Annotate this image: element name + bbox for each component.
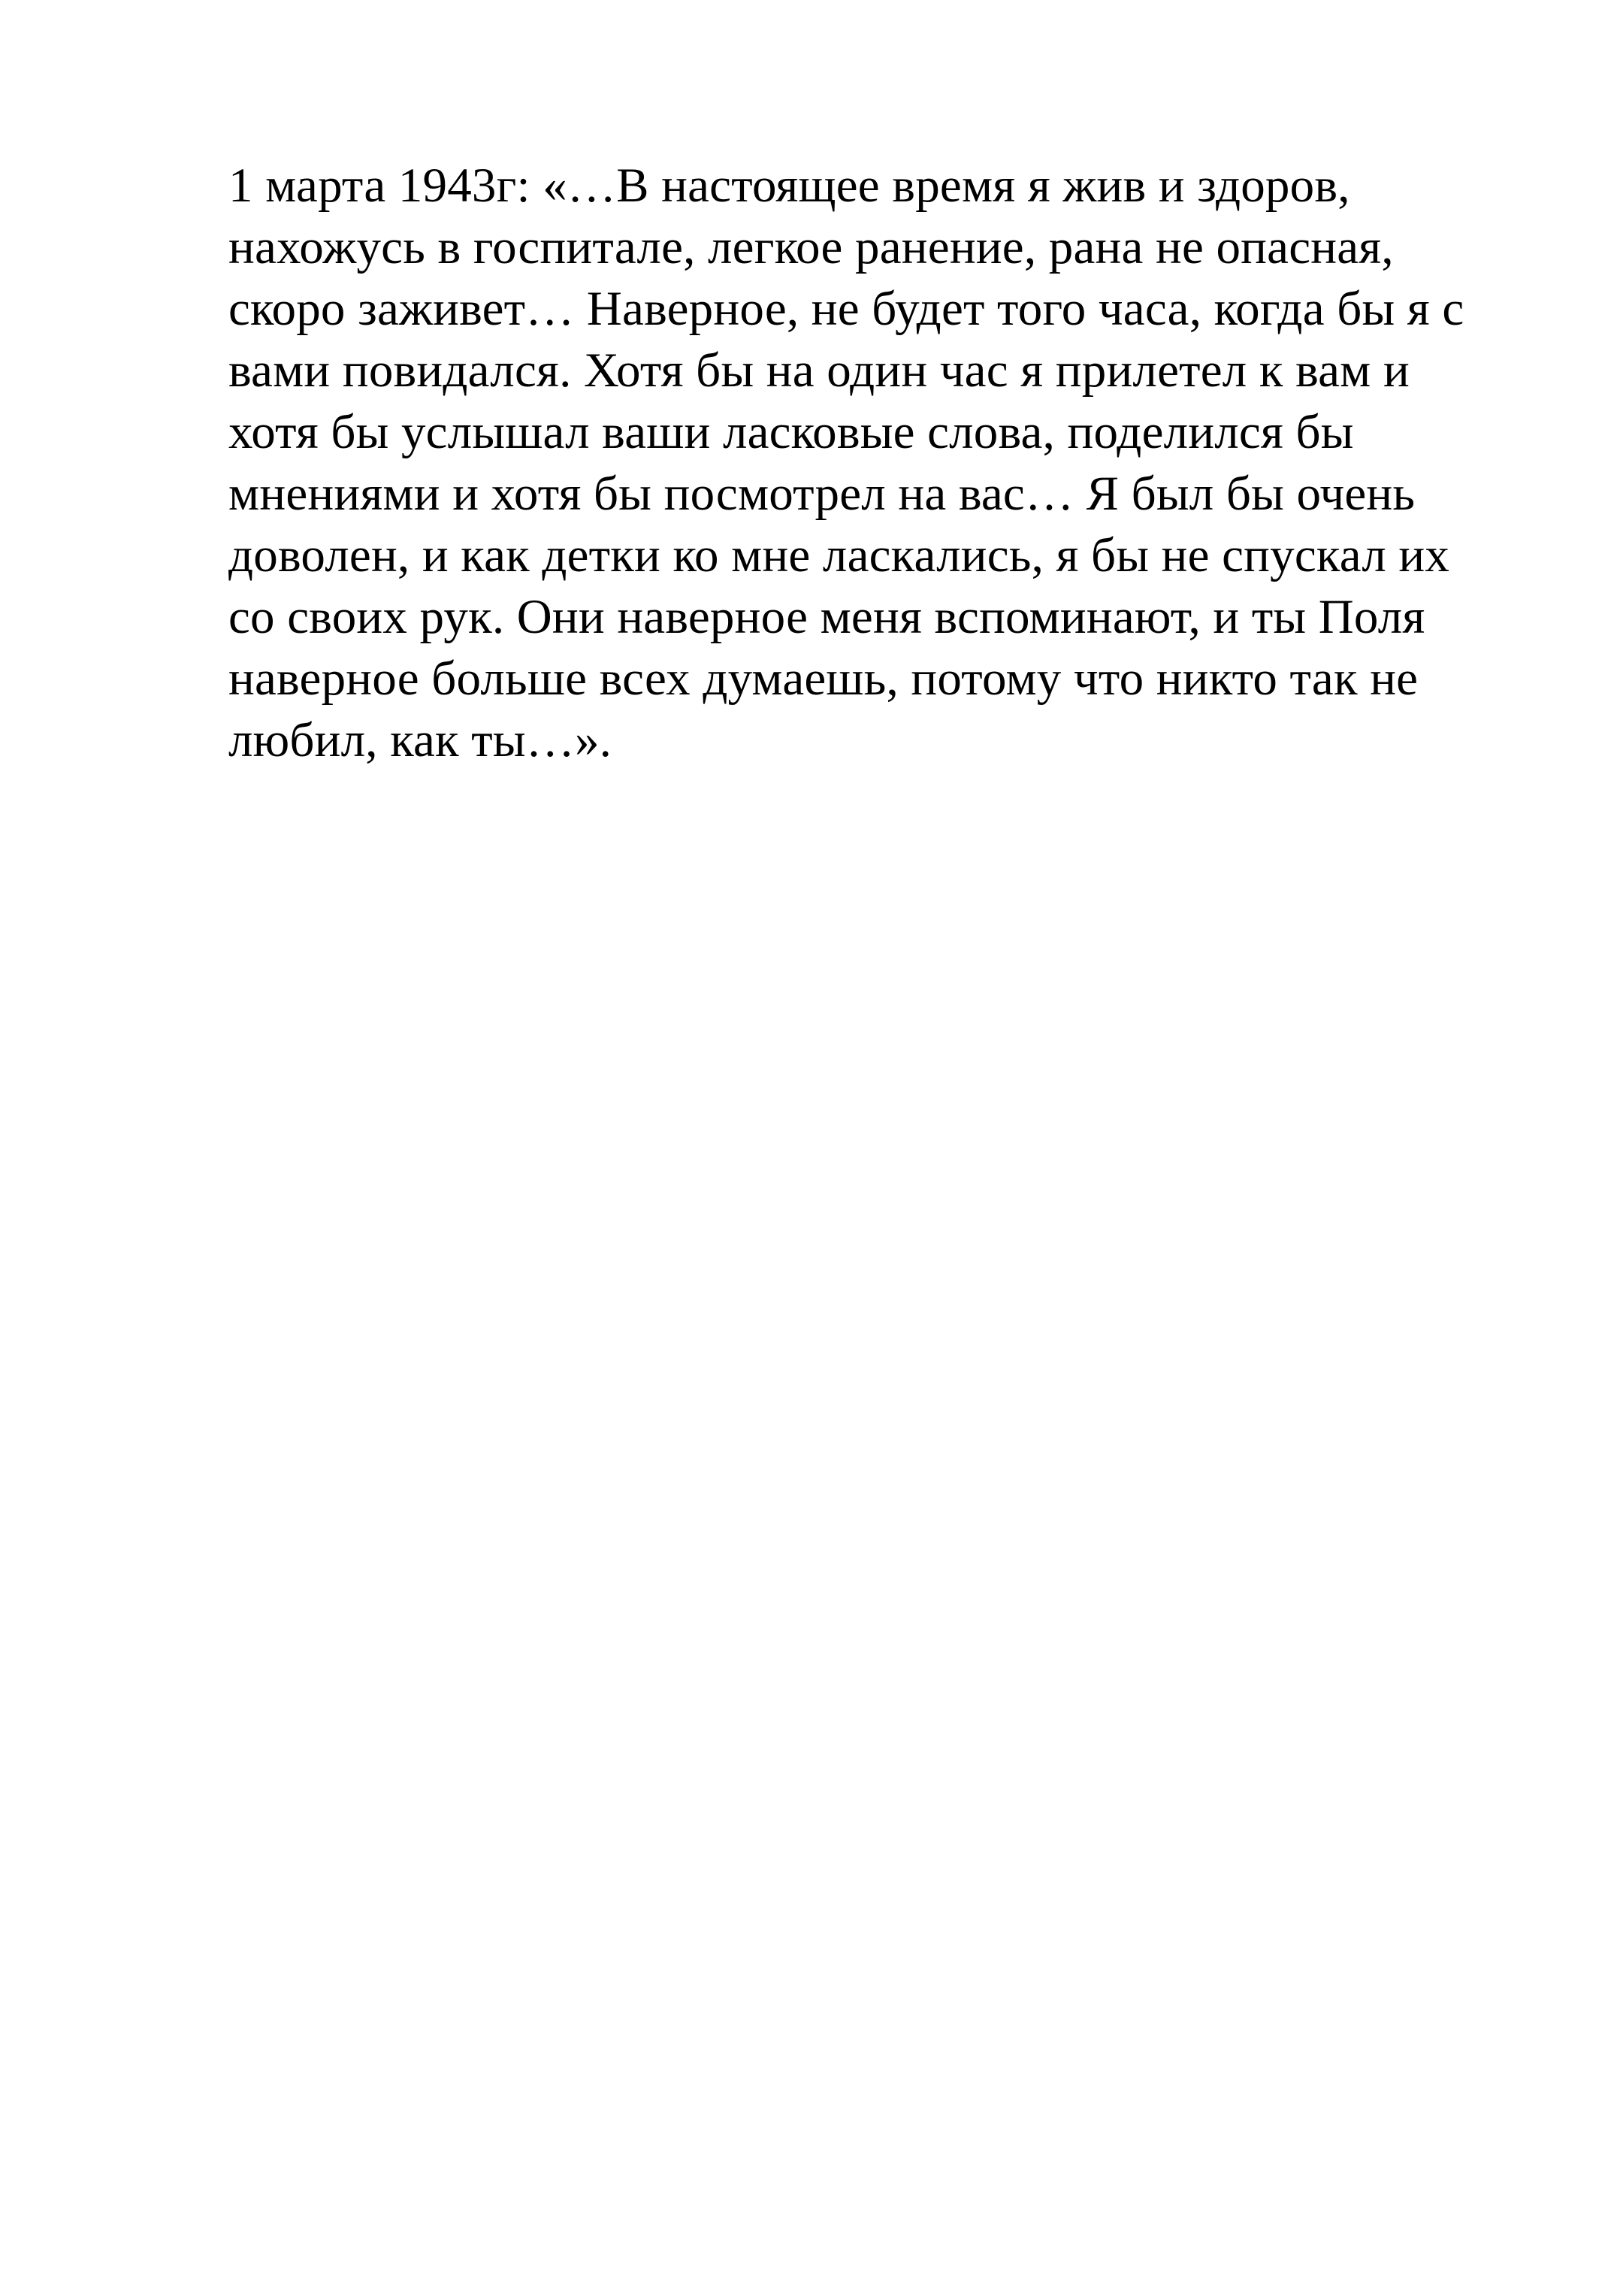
text-line: доволен, и как детки ко мне ласкались, я бы не спускал их [228, 528, 1450, 582]
text-line: со своих рук. Они наверное меня вспоминают, и ты Поля [228, 590, 1425, 644]
text-line: скоро заживет… Наверное, не будет того часа, когда бы я с [228, 282, 1464, 336]
text-line: хотя бы услышал ваши ласковые слова, поделился бы [228, 405, 1354, 459]
text-line: вами повидался. Хотя бы на один час я прилетел к вам и [228, 343, 1410, 398]
letter-excerpt-paragraph [228, 155, 1521, 771]
text-line: мнениями и хотя бы посмотрел на вас… Я был бы очень [228, 467, 1416, 521]
text-line: нахожусь в госпитале, легкое ранение, рана не опасная, [228, 220, 1394, 274]
text-line: наверное больше всех думаешь, потому что никто так не [228, 652, 1419, 706]
text-line: любил, как ты…». [228, 713, 612, 767]
text-line: 1 марта 1943г: «…В настоящее время я жив и здоров, [228, 159, 1350, 213]
